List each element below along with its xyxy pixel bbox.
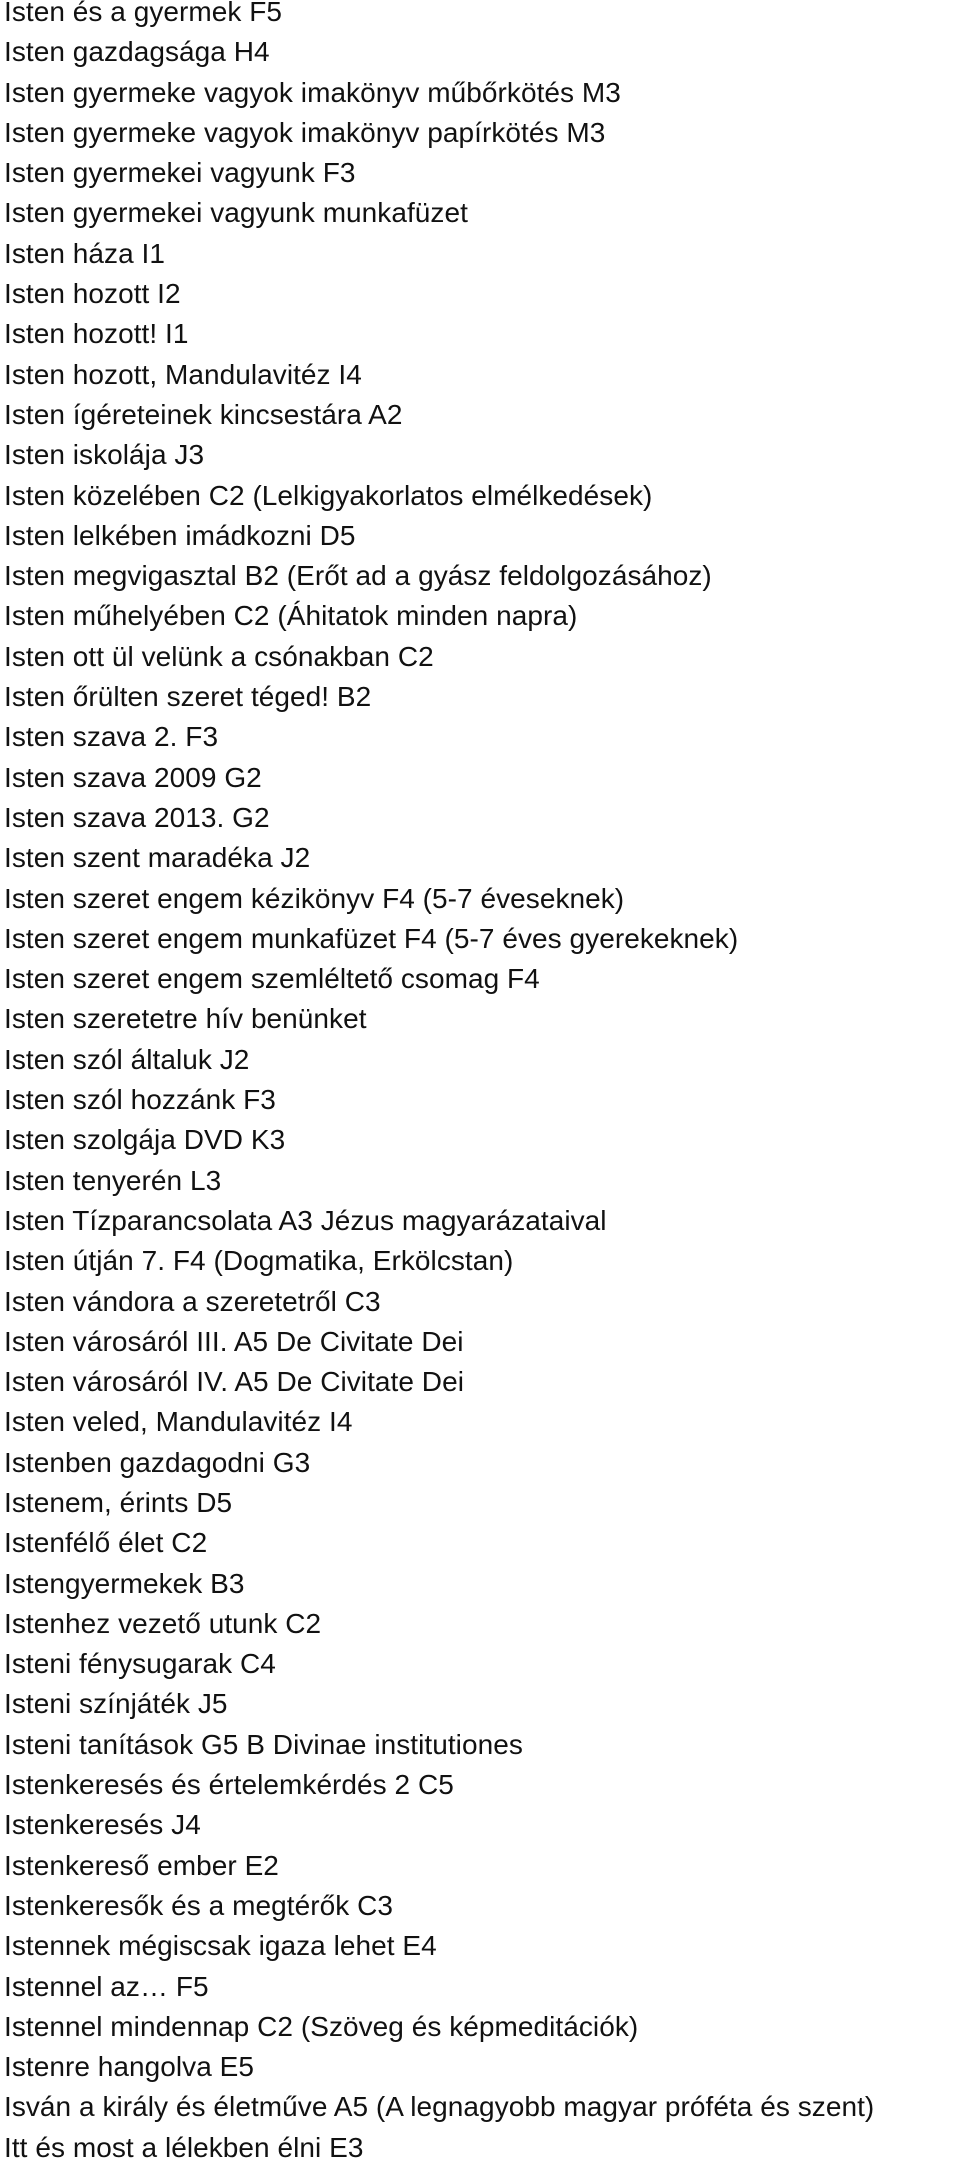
list-item: Isten és a gyermek F5 [4,0,283,27]
list-item: Isten szolgája DVD K3 [4,1124,286,1156]
list-item: Istennek mégiscsak igaza lehet E4 [4,1930,437,1962]
list-item: Isten szent maradéka J2 [4,842,311,874]
list-item: Isván a király és életműve A5 (A legnagyobb magyar próféta és szent) [4,2091,875,2123]
list-item: Isten szeret engem szemléltető csomag F4 [4,963,540,995]
list-item: Isten veled, Mandulavitéz I4 [4,1406,353,1438]
list-item: Isten hozott! I1 [4,318,189,350]
list-item: Isten gyermeke vagyok imakönyv műbőrkötés M3 [4,76,621,108]
list-item: Istenkereső ember E2 [4,1849,279,1881]
list-item: Isten őrülten szeret téged! B2 [4,681,372,713]
list-item: Isten lelkében imádkozni D5 [4,519,356,551]
list-item: Istenkeresők és a megtérők C3 [4,1889,393,1921]
list-item: Isten Tízparancsolata A3 Jézus magyarázataival [4,1204,607,1236]
list-item: Isten gazdagsága H4 [4,36,270,68]
list-item: Isten műhelyében C2 (Áhitatok minden napra) [4,600,578,632]
list-item: Isten tenyerén L3 [4,1164,222,1196]
list-item: Isten szeret engem kézikönyv F4 (5-7 éveseknek) [4,882,625,914]
list-item: Isten szeretetre hív benünket [4,1003,367,1035]
list-item: Isten hozott, Mandulavitéz I4 [4,358,362,390]
list-item: Isten gyermekei vagyunk munkafüzet [4,197,468,229]
list-item: Istenkeresés és értelemkérdés 2 C5 [4,1769,454,1801]
list-item: Isten városáról III. A5 De Civitate Dei [4,1325,464,1357]
list-item: Isten háza I1 [4,237,165,269]
list-item: Istenre hangolva E5 [4,2051,255,2083]
list-item: Isten gyermekei vagyunk F3 [4,157,356,189]
list-item: Istenkeresés J4 [4,1809,201,1841]
list-item: Istenben gazdagodni G3 [4,1446,311,1478]
list-item: Istengyermekek B3 [4,1567,245,1599]
list-item: Isten városáról IV. A5 De Civitate Dei [4,1366,464,1398]
list-item: Isteni fénysugarak C4 [4,1648,276,1680]
list-item: Isten szava 2013. G2 [4,801,270,833]
list-item: Istenem, érints D5 [4,1486,233,1518]
list-item: Itt és most a lélekben élni E3 [4,2131,364,2163]
list-item: Istennel mindennap C2 (Szöveg és képmeditációk) [4,2010,639,2042]
list-item: Isten útján 7. F4 (Dogmatika, Erkölcstan) [4,1245,514,1277]
list-item: Isten gyermeke vagyok imakönyv papírkötés M3 [4,116,606,148]
list-item: Istenhez vezető utunk C2 [4,1607,322,1639]
list-item: Isten vándora a szeretetről C3 [4,1285,381,1317]
list-item: Isten szól általuk J2 [4,1043,250,1075]
list-item: Isten szól hozzánk F3 [4,1084,276,1116]
list-item: Isten szeret engem munkafüzet F4 (5-7 éves gyerekeknek) [4,922,739,954]
list-item: Isten közelében C2 (Lelkigyakorlatos elmélkedések) [4,479,653,511]
list-item: Isten iskolája J3 [4,439,205,471]
list-item: Isten megvigasztal B2 (Erőt ad a gyász feldolgozásához) [4,560,712,592]
book-title-list [4,0,960,2168]
list-item: Isteni színjáték J5 [4,1688,228,1720]
list-item: Isteni tanítások G5 B Divinae institutiones [4,1728,523,1760]
list-item: Istennel az… F5 [4,1970,209,2002]
list-item: Isten ott ül velünk a csónakban C2 [4,640,434,672]
list-item: Isten hozott I2 [4,278,181,310]
list-item: Isten szava 2. F3 [4,721,219,753]
list-item: Isten szava 2009 G2 [4,761,262,793]
list-item: Isten ígéreteinek kincsestára A2 [4,398,403,430]
list-item: Istenfélő élet C2 [4,1527,208,1559]
